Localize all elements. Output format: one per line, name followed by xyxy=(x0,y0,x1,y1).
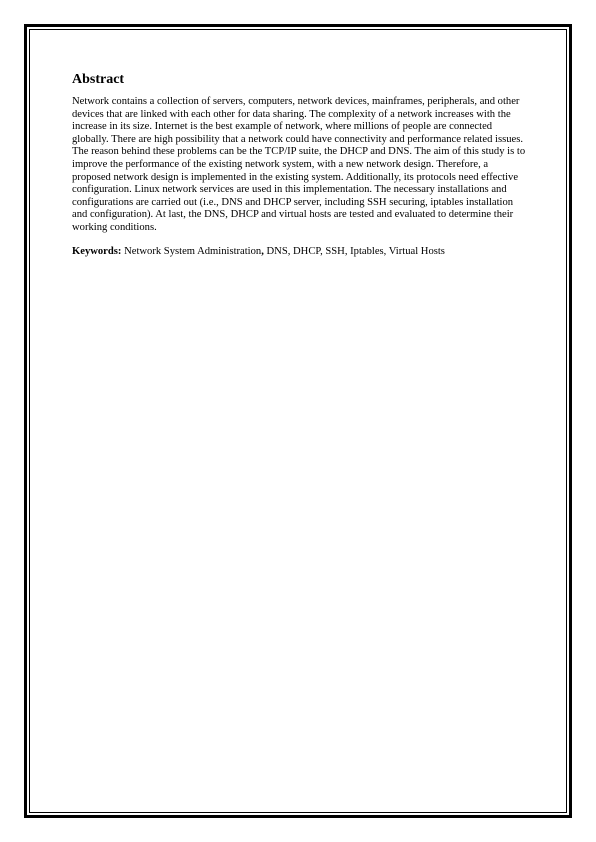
document-content xyxy=(72,72,526,258)
keywords-label: Keywords: xyxy=(72,245,122,257)
abstract-body: Network contains a collection of servers, computers, network devices, mainframes, peripherals, and other devices that are linked with each other for data sharing. The complexity of a network increases with the increase in its size. Internet is the best example of network, where millions of people are connected globally. There are high possibility that a network could have connectivity and performance related issues. The reason behind these problems can be the TCP/IP suite, the DHCP and DNS. The aim of this study is to improve the performance of the existing network system, with a new network design. Therefore, a proposed network design is implemented in the existing system. Additionally, its protocols need effective configuration. Linux network services are used in this implementation. The necessary installations and configurations are carried out (i.e., DNS and DHCP server, including SSH securing, iptables installation and configuration). At last, the DNS, DHCP and virtual hosts are tested and evaluated to determine their working conditions. xyxy=(72,96,526,233)
keyword-separator: , xyxy=(261,245,264,257)
abstract-heading: Abstract xyxy=(72,72,125,87)
keywords-list: DNS, DHCP, SSH, Iptables, Virtual Hosts xyxy=(266,245,445,257)
keywords-line xyxy=(72,246,526,259)
keyword-primary: Network System Administration xyxy=(124,245,262,257)
